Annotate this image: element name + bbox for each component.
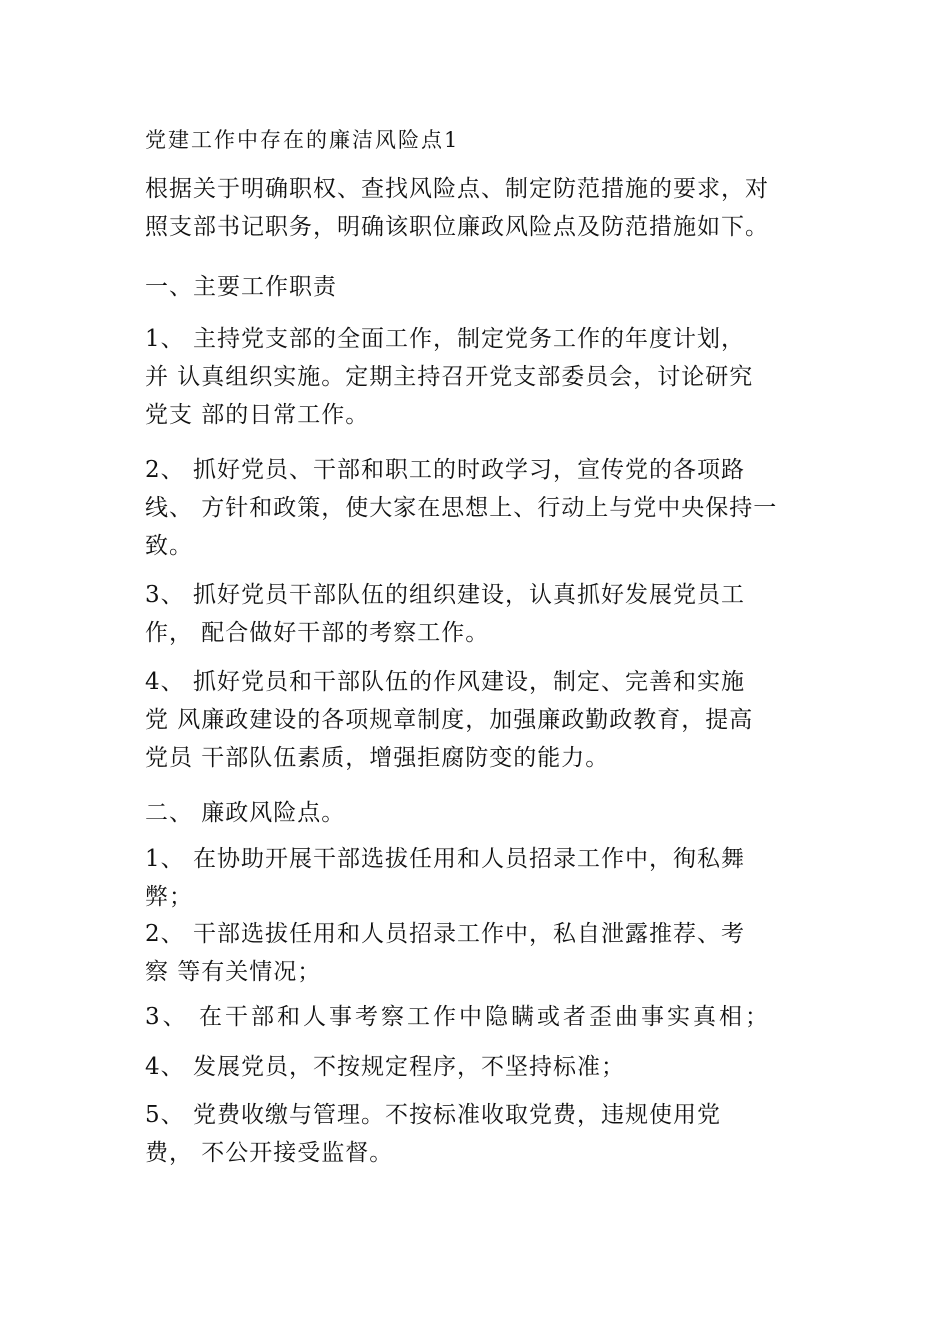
paragraph-line: 1、 主持党支部的全面工作，制定党务工作的年度计划， [145,326,745,352]
paragraph-line: 党支 部的日常工作。 [145,402,370,428]
paragraph-line: 5、 党费收缴与管理。不按标准收取党费，违规使用党 [145,1102,721,1128]
heading-text: 二、 廉政风险点。 [145,800,346,826]
paragraph-line: 作， 配合做好干部的考察工作。 [145,620,490,646]
risk-item-2 [145,915,825,991]
intro-paragraph [145,170,825,246]
duty-item-1 [145,320,825,434]
risk-item-4 [145,1048,825,1086]
paragraph-line: 并 认真组织实施。定期主持召开党支部委员会，讨论研究 [145,364,754,390]
paragraph-line: 党员 干部队伍素质，增强拒腐防变的能力。 [145,745,610,771]
paragraph-line: 弊； [145,884,193,910]
risk-item-3 [145,998,825,1036]
duty-item-2 [145,451,825,565]
section1-heading [145,268,825,306]
paragraph-line: 3、 在干部和人事考察工作中隐瞒或者歪曲事实真相； [145,1004,771,1030]
duty-item-4 [145,663,825,777]
title-text: 党建工作中存在的廉洁风险点1 [145,128,460,152]
document-title [145,121,825,159]
section2-heading [145,794,825,832]
paragraph-line: 4、 抓好党员和干部队伍的作风建设，制定、完善和实施 [145,669,745,695]
paragraph-line: 察 等有关情况； [145,959,322,985]
paragraph-line: 费， 不公开接受监督。 [145,1140,394,1166]
paragraph-line: 2、 抓好党员、干部和职工的时政学习，宣传党的各项路 [145,457,745,483]
paragraph-line: 线、 方针和政策，使大家在思想上、行动上与党中央保持一 [145,495,778,521]
paragraph-line: 致。 [145,533,193,559]
risk-item-1 [145,840,825,916]
paragraph-line: 2、 干部选拔任用和人员招录工作中，私自泄露推荐、考 [145,921,745,947]
paragraph-line: 党 风廉政建设的各项规章制度，加强廉政勤政教育，提高 [145,707,754,733]
duty-item-3 [145,576,825,652]
paragraph-line: 1、 在协助开展干部选拔任用和人员招录工作中，徇私舞 [145,846,745,872]
paragraph-line: 3、 抓好党员干部队伍的组织建设，认真抓好发展党员工 [145,582,745,608]
paragraph-line: 4、 发展党员，不按规定程序，不坚持标准； [145,1054,625,1080]
paragraph-line: 根据关于明确职权、查找风险点、制定防范措施的要求，对 [145,176,769,202]
risk-item-5 [145,1096,825,1172]
paragraph-line: 照支部书记职务，明确该职位廉政风险点及防范措施如下。 [145,214,769,240]
heading-text: 一、主要工作职责 [145,274,337,300]
